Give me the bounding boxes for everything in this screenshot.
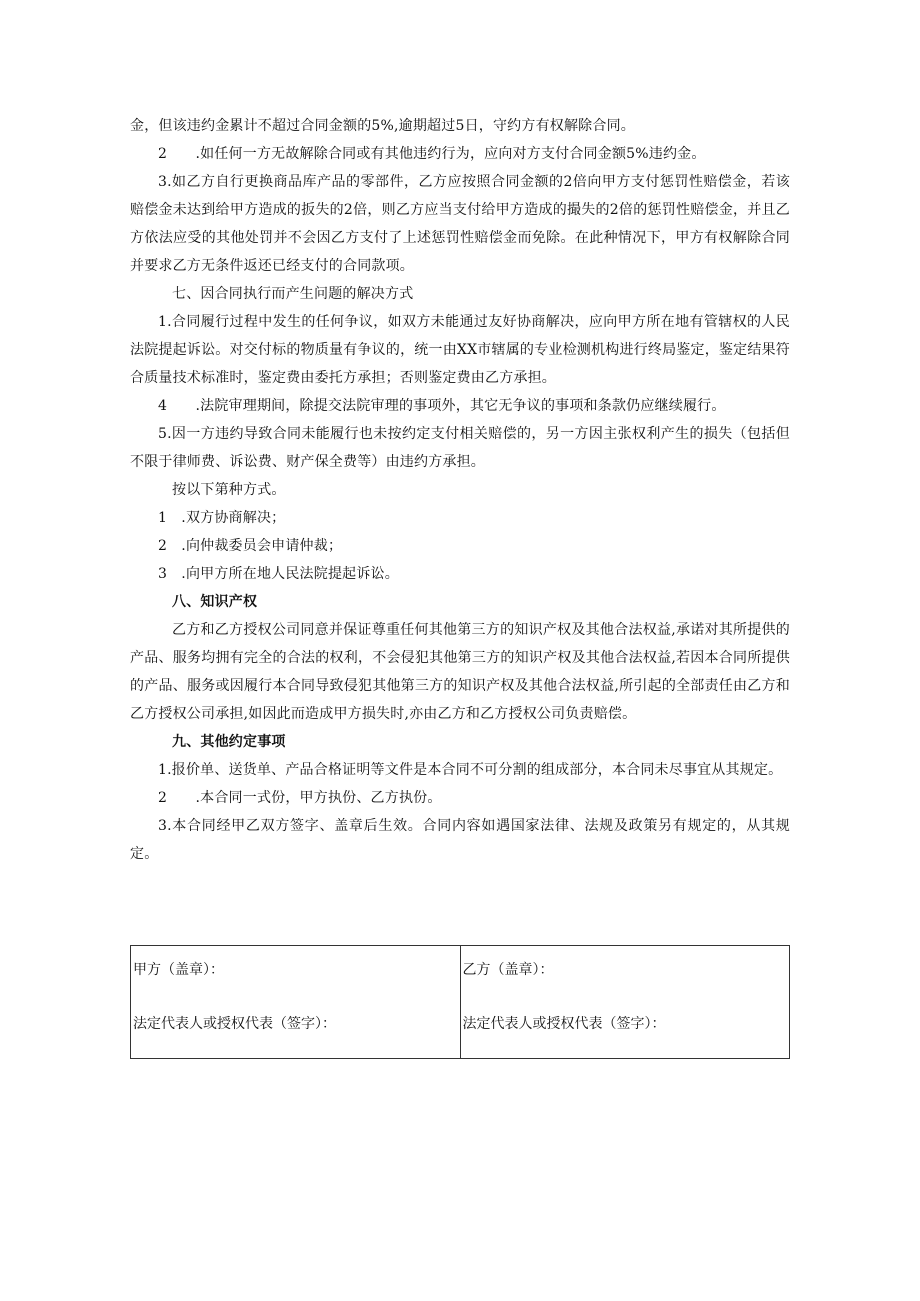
paragraph-court-period: 4 .法院审理期间，除提交法院审理的事项外，其它无争议的事项和条款仍应继续履行。 (158, 398, 726, 414)
spacer (463, 984, 788, 1010)
section-heading-other-terms: 九、其他约定事项 (172, 734, 286, 750)
contract-body (130, 112, 790, 868)
signature-table (130, 945, 790, 1059)
paragraph-breach-losses: 5.因一方违约导致合同未能履行也未按约定支付相关赔偿的，另一方因主张权利产生的损失（包括但不限于律师费、诉讼费、财产保全费等）由违约方承担。 (130, 426, 790, 470)
section-heading-ip: 八、知识产权 (172, 594, 258, 610)
party-a-seal-label: 甲方（盖章）： (133, 962, 224, 978)
spacer (133, 984, 458, 1010)
paragraph-documents: 1.报价单、送货单、产品合格证明等文件是本合同不可分割的组成部分，本合同未尽事宜从其规定。 (158, 762, 783, 778)
paragraph-copies: 2 .本合同一式份，甲方执份、乙方执份。 (158, 790, 442, 806)
paragraph-parts-replacement: 3.如乙方自行更换商品库产品的零部件，乙方应按照合同金额的2倍向甲方支付惩罚性赔偿金，若该赔偿金未达到给甲方造成的扳失的2倍，则乙方应当支付给甲方造成的撮失的2倍的惩罚性赔偿金，并且乙方依法应受的其他处罚并不会因乙方支付了上述惩罚性赔偿金而免除。在此种情况下，甲方有权解除合同并要求乙方无条件返还已经支付的合同款项。 (130, 174, 790, 274)
party-b-rep-label: 法定代表人或授权代表（签字）： (462, 1016, 666, 1032)
signature-cell-party-b (460, 946, 790, 1059)
party-b-seal-label: 乙方（盖章）： (462, 962, 554, 978)
party-a-rep-label: 法定代表人或授权代表（签字）： (133, 1016, 336, 1032)
paragraph-penalty-cap: 金，但该违约金累计不超过合同金额的5%,逾期超过5日，守约方有权解除合同。 (130, 118, 635, 134)
paragraph-ip: 乙方和乙方授权公司同意并保证尊重任何其他第三方的知识产权及其他合法权益,承诺对其所提供的产品、服务均拥有完全的合法的权利，不会侵犯其他第三方的知识产权及其他合法权益,若因本合同所提供的产品、服务或因履行本合同导致侵犯其他第三方的知识产权及其他合法权益,所引起的全部责任由乙方和乙方授权公司承担,如因此而造成甲方损失时,亦由乙方和乙方授权公司负责赔偿。 (130, 622, 790, 722)
paragraph-termination-penalty: 2 .如任何一方无故解除合同或有其他违约行为，应向对方支付合同金额5%违约金。 (158, 146, 706, 162)
signature-cell-party-a (131, 946, 461, 1059)
option-court: 3 .向甲方所在地人民法院提起诉讼。 (158, 566, 399, 582)
paragraph-method-choice: 按以下第种方式。 (172, 482, 286, 498)
paragraph-dispute-litigation: 1.合同履行过程中发生的任何争议，如双方未能通过友好协商解决，应向甲方所在地有管辖权的人民法院提起诉讼。对交付标的物质量有争议的，统一由XX市辖属的专业检测机构进行终局鉴定，鉴定结果符合质量技术标准时，鉴定费由委托方承担；否则鉴定费由乙方承担。 (130, 314, 790, 386)
option-arbitration: 2 .向仲裁委员会申请仲裁； (158, 538, 343, 554)
paragraph-effective: 3.本合同经甲乙双方签字、盖章后生效。合同内容如遇国家法律、法规及政策另有规定的，从其规定。 (130, 818, 790, 862)
option-negotiation: 1 .双方协商解决； (158, 510, 286, 526)
section-heading-dispute-resolution: 七、因合同执行而产生问题的解决方式 (172, 286, 414, 302)
